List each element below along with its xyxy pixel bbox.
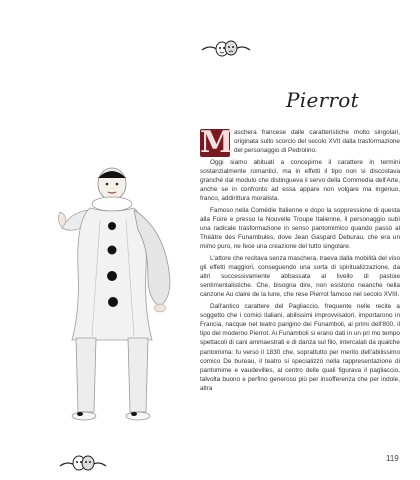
paragraph-4: L'attore che recitava senza maschera, traeva dalla mobilità del viso gli effetti maggiori, conseguendo una sorta di spiritualizzazione, da altri successivamente abbassata al livello di pastoie sentimentalistiche. Che, bisogna dire, non esistono neanche nella canzone Au claire de la lune, che rese Pierrot famoso nel secolo XVIII. <box>200 254 400 299</box>
drop-cap-letter: M <box>200 125 234 160</box>
theatre-masks-ornament-icon <box>200 38 252 60</box>
article-body <box>200 125 400 396</box>
paragraph-1: aschera francese dalle caratteristiche molto singolari, originata sullo scorcio del secolo XVII dalla trasformazione del personaggio di Pedrolino. <box>234 129 400 155</box>
page-number: 119 <box>386 454 399 463</box>
paragraph-5: Dall'antico carattere del Pagliaccio, frequente nelle recite a soggetto che i comici italiani, abilissimi improvvisatori, importarono in Francia, nacque nel teatro parigino dei Funamboli, ai primi dell'800, il tipo del moderno Pierrot. Ai Funamboli si erano dati in un pri mo tempo spettacoli di cani ammaestrati e di danza sul filo, intercalati da qualche pantomima: fu verso il 1830 che, soprattutto per merito dell'abilissimo comico De bureau, il teatro si specializzò nella rappresentazione di pantomime e vaudevilles, al centro delle quali figurava il pagliaccio, talvolta buono e perfino generoso più per insofferenza che per indole, altra <box>200 302 400 393</box>
paragraph-2: Oggi siamo abituati a concepirne il carattere in termini sostanzialmente romantici, ma in effetti il tipo non si discostava granché dal modulo che distingueva il servo della Commedia dell'Arte, anche se in confronto ad essa appare non volgare ma ingenuo, franco, addirittura moralista. <box>200 158 400 203</box>
paragraph-3: Famoso nella Comédie Italienne e dopo la soppressione di questa alla Foire e presso la Nouvelle Troupe Italienne, il personaggio subì una radicale trasformazione in senso pantomimico quando passò al Théâtre des Funambules, dove Jean Gaspard Deburau, che era un mimo puro, ne fece una creazione del tutto singolare. <box>200 206 400 251</box>
page-title: Pierrot <box>286 88 359 112</box>
theatre-masks-ornament-icon <box>58 452 108 474</box>
pierrot-illustration <box>20 150 200 450</box>
